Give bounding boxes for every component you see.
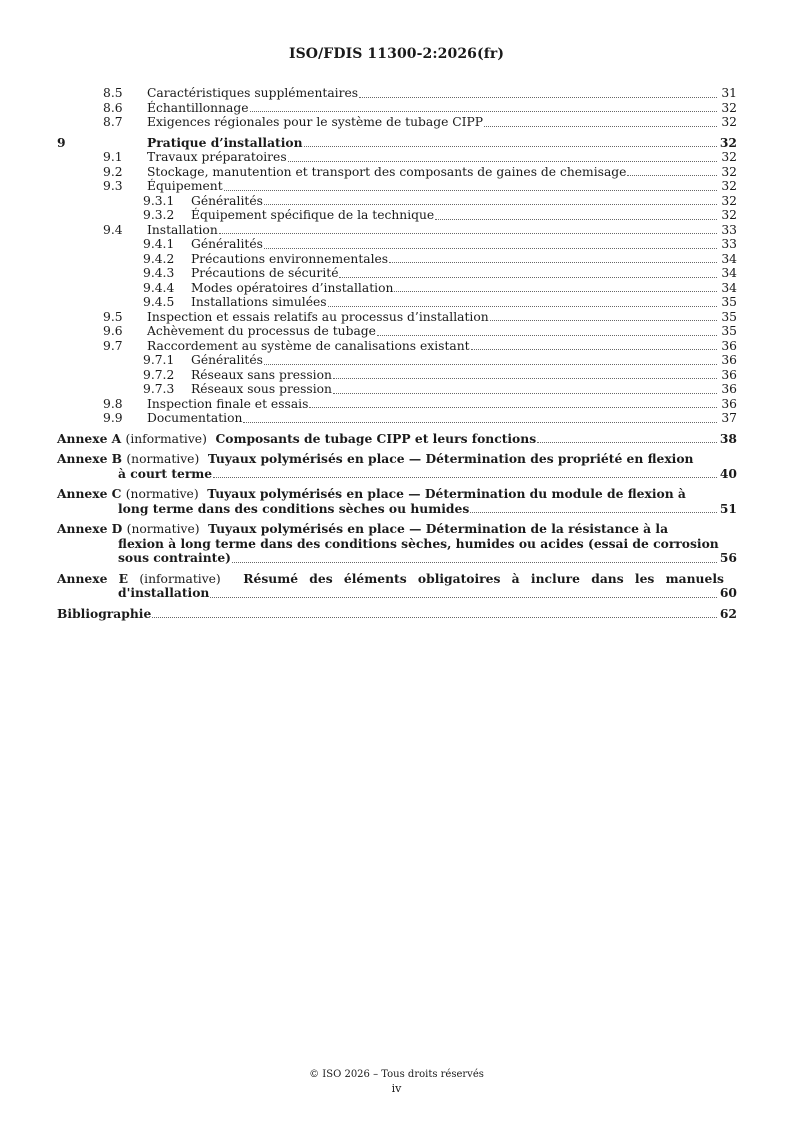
toc-entry-title: Caractéristiques supplémentaires [147,86,359,100]
toc-entry-title: Stockage, manutention et transport des composants de gaines de chemisage [147,164,627,179]
toc-entry-page: 35 [721,324,737,338]
toc-annex-e[interactable] [57,572,737,601]
toc-entry[interactable] [57,397,737,412]
annex-page: 38 [719,430,737,446]
toc-entry-title: Inspection et essais relatifs au processus d’installation [147,309,489,324]
toc-entry-title: Raccordement au système de canalisations existant [147,338,470,353]
annex-title: Tuyaux polymérisés en place — Détermination de la résistance à la [208,521,669,536]
table-of-contents [57,86,737,621]
leader-dots [264,203,717,205]
toc-entry[interactable] [57,252,737,267]
annex-label: Annexe C [57,486,122,501]
annex-kind: (normative) [126,452,200,466]
annex-page: 60 [719,585,737,600]
toc-entry-title: Équipement spécifique de la technique [191,208,435,222]
annex-kind: (normative) [125,487,199,501]
toc-entry-page: 35 [721,295,737,309]
toc-entry-title: Généralités [191,353,263,367]
toc-entry[interactable] [57,136,737,151]
toc-annex-a[interactable] [57,432,737,447]
toc-entry-title: Travaux préparatoires [147,150,287,164]
toc-entry[interactable] [57,165,737,180]
toc-entry-page: 35 [721,309,737,324]
leader-dots [232,561,717,563]
annex-title: Tuyaux polymérisés en place — Détermination du module de flexion à [207,486,686,501]
toc-entry-number: 9.4.4 [143,280,175,295]
toc-entry-page: 32 [721,115,737,129]
toc-entry[interactable] [57,266,737,281]
toc-entry-page: 36 [721,338,737,353]
toc-entry-page: 36 [721,396,737,411]
page-footer [0,1068,793,1096]
toc-entry-number: 8.5 [103,86,123,100]
toc-entry[interactable] [57,281,737,296]
toc-entry-number: 9.6 [103,324,123,338]
annex-title: Résumé des éléments obligatoires à inclure dans les manuels [243,570,724,586]
leader-dots [490,319,717,321]
leader-dots [389,261,717,263]
toc-entry-number: 9.4.1 [143,237,175,251]
toc-entry[interactable] [57,368,737,383]
toc-entry-page: 36 [721,367,737,382]
toc-entry-number: 9.9 [103,411,123,425]
leader-dots [219,232,717,234]
toc-entry-number: 9.7.2 [143,367,175,382]
leader-dots [339,276,717,278]
toc-entry-number: 9.3.2 [143,208,175,222]
annex-kind: (informative) [125,431,207,446]
document-header: ISO/FDIS 11300-2:2026(fr) [288,46,505,62]
annex-title-cont: à court terme [118,465,213,481]
leader-dots [470,511,717,513]
toc-entry[interactable] [57,86,737,101]
toc-entry-title: Installations simulées [191,295,327,309]
leader-dots [537,441,717,443]
toc-annex-d[interactable] [57,522,737,566]
leader-dots [333,392,717,394]
leader-dots [243,421,717,423]
annex-kind: (normative) [126,522,200,536]
toc-entry-number: 9.7.3 [143,382,175,396]
annex-title-cont: flexion à long terme dans des conditions sèches, humides ou acides (essai de corrosion [118,535,719,551]
toc-entry-number: 9.8 [103,396,123,411]
toc-entry-page: 32 [721,164,737,179]
copyright-notice: © ISO 2026 – Tous droits réservés [309,1069,484,1080]
toc-entry-number: 9.3 [103,179,123,193]
leader-dots [264,247,717,249]
annex-page: 51 [719,500,737,516]
toc-entry-title: Précautions de sécurité [191,266,339,280]
toc-entry-page: 33 [721,237,737,251]
toc-entry-number: 8.7 [103,115,123,129]
toc-entry-number: 9.7.1 [143,353,175,367]
toc-entry-page: 32 [721,150,737,164]
toc-entry[interactable] [57,101,737,116]
toc-entry-title: Documentation [147,411,243,425]
toc-entry-number: 9.7 [103,338,123,353]
toc-entry-number: 9.2 [103,164,123,179]
leader-dots [435,218,717,220]
toc-entry-title: Pratique d’installation [147,134,303,150]
toc-entry-number: 9.5 [103,309,123,324]
annex-label: Annexe B [57,451,123,466]
toc-entry-title: Modes opératoires d’installation [191,280,394,295]
toc-entry[interactable] [57,223,737,238]
toc-entry-number: 9.4.2 [143,251,175,266]
annex-label: Annexe E [57,570,129,586]
toc-entry-title: Inspection finale et essais [147,396,309,411]
toc-entry-page: 34 [721,251,737,266]
bibliography-title: Bibliographie [57,605,152,621]
toc-entry-number: 8.6 [103,100,123,115]
toc-entry-number: 9.4.5 [143,295,175,309]
toc-entry[interactable] [57,115,737,130]
toc-entry[interactable] [57,310,737,325]
toc-entry-title: Exigences régionales pour le système de tubage CIPP [147,115,484,129]
page-number: iv [391,1082,402,1095]
toc-entry-page: 32 [719,134,737,150]
leader-dots [627,174,717,176]
toc-entry-page: 34 [721,266,737,280]
toc-entry-page: 32 [721,100,737,115]
toc-entry[interactable] [57,237,737,252]
toc-entry-page: 32 [721,208,737,222]
toc-entry-page: 33 [721,222,737,237]
toc-entry-page: 32 [721,179,737,193]
annex-page: 56 [719,550,737,565]
leader-dots [304,145,717,147]
leader-dots [224,189,717,191]
leader-dots [213,476,717,478]
toc-entry-page: 32 [721,193,737,208]
toc-entry-title: Réseaux sous pression [191,382,332,396]
toc-entry[interactable] [57,194,737,209]
annex-title-cont: long terme dans des conditions sèches ou humides [118,500,470,516]
leader-dots [288,160,717,162]
annex-title: Composants de tubage CIPP et leurs fonctions [215,430,537,446]
annex-label: Annexe D [57,521,123,536]
toc-entry-number: 9.4 [103,222,123,237]
leader-dots [309,406,717,408]
leader-dots [359,96,717,98]
annex-title-cont: d'installation [118,585,210,600]
leader-dots [264,363,717,365]
toc-entry-title: Installation [147,222,218,237]
leader-dots [484,125,717,127]
toc-entry-page: 37 [721,411,737,425]
toc-entry-title: Généralités [191,237,263,251]
leader-dots [333,377,717,379]
toc-entry-page: 31 [721,86,737,100]
toc-entry[interactable] [57,324,737,339]
toc-entry-number: 9.1 [103,150,123,164]
annex-label: Annexe A [57,430,122,446]
bibliography-page: 62 [719,605,737,621]
leader-dots [394,290,717,292]
toc-bibliography[interactable] [57,607,737,622]
leader-dots [250,110,718,112]
toc-entry-page: 36 [721,382,737,396]
toc-entry[interactable] [57,339,737,354]
leader-dots [210,596,717,598]
annex-title-cont: sous contrainte) [118,550,231,565]
toc-entry[interactable] [57,208,737,223]
toc-entry[interactable] [57,295,737,310]
toc-entry-title: Précautions environnementales [191,251,389,266]
annex-kind: (informative) [139,571,221,586]
toc-entry[interactable] [57,179,737,194]
leader-dots [377,334,717,336]
leader-dots [152,616,717,618]
leader-dots [328,305,717,307]
toc-entry-number: 9.4.3 [143,266,175,280]
toc-entry-page: 36 [721,353,737,367]
toc-entry-page: 34 [721,280,737,295]
annex-page: 40 [719,465,737,481]
toc-entry-title: Équipement [147,179,223,193]
toc-entry-title: Achèvement du processus de tubage [147,324,376,338]
toc-entry[interactable] [57,150,737,165]
toc-entry-title: Échantillonnage [147,100,249,115]
toc-entry-title: Généralités [191,193,263,208]
toc-annex-b[interactable] [57,452,737,481]
toc-entry[interactable] [57,353,737,368]
toc-entry[interactable] [57,382,737,397]
toc-entry-number: 9 [57,134,66,150]
toc-entry-number: 9.3.1 [143,193,175,208]
toc-entry[interactable] [57,411,737,426]
toc-annex-c[interactable] [57,487,737,516]
annex-title: Tuyaux polymérisés en place — Détermination des propriété en flexion [207,451,694,466]
toc-entry-title: Réseaux sans pression [191,367,332,382]
leader-dots [471,348,717,350]
